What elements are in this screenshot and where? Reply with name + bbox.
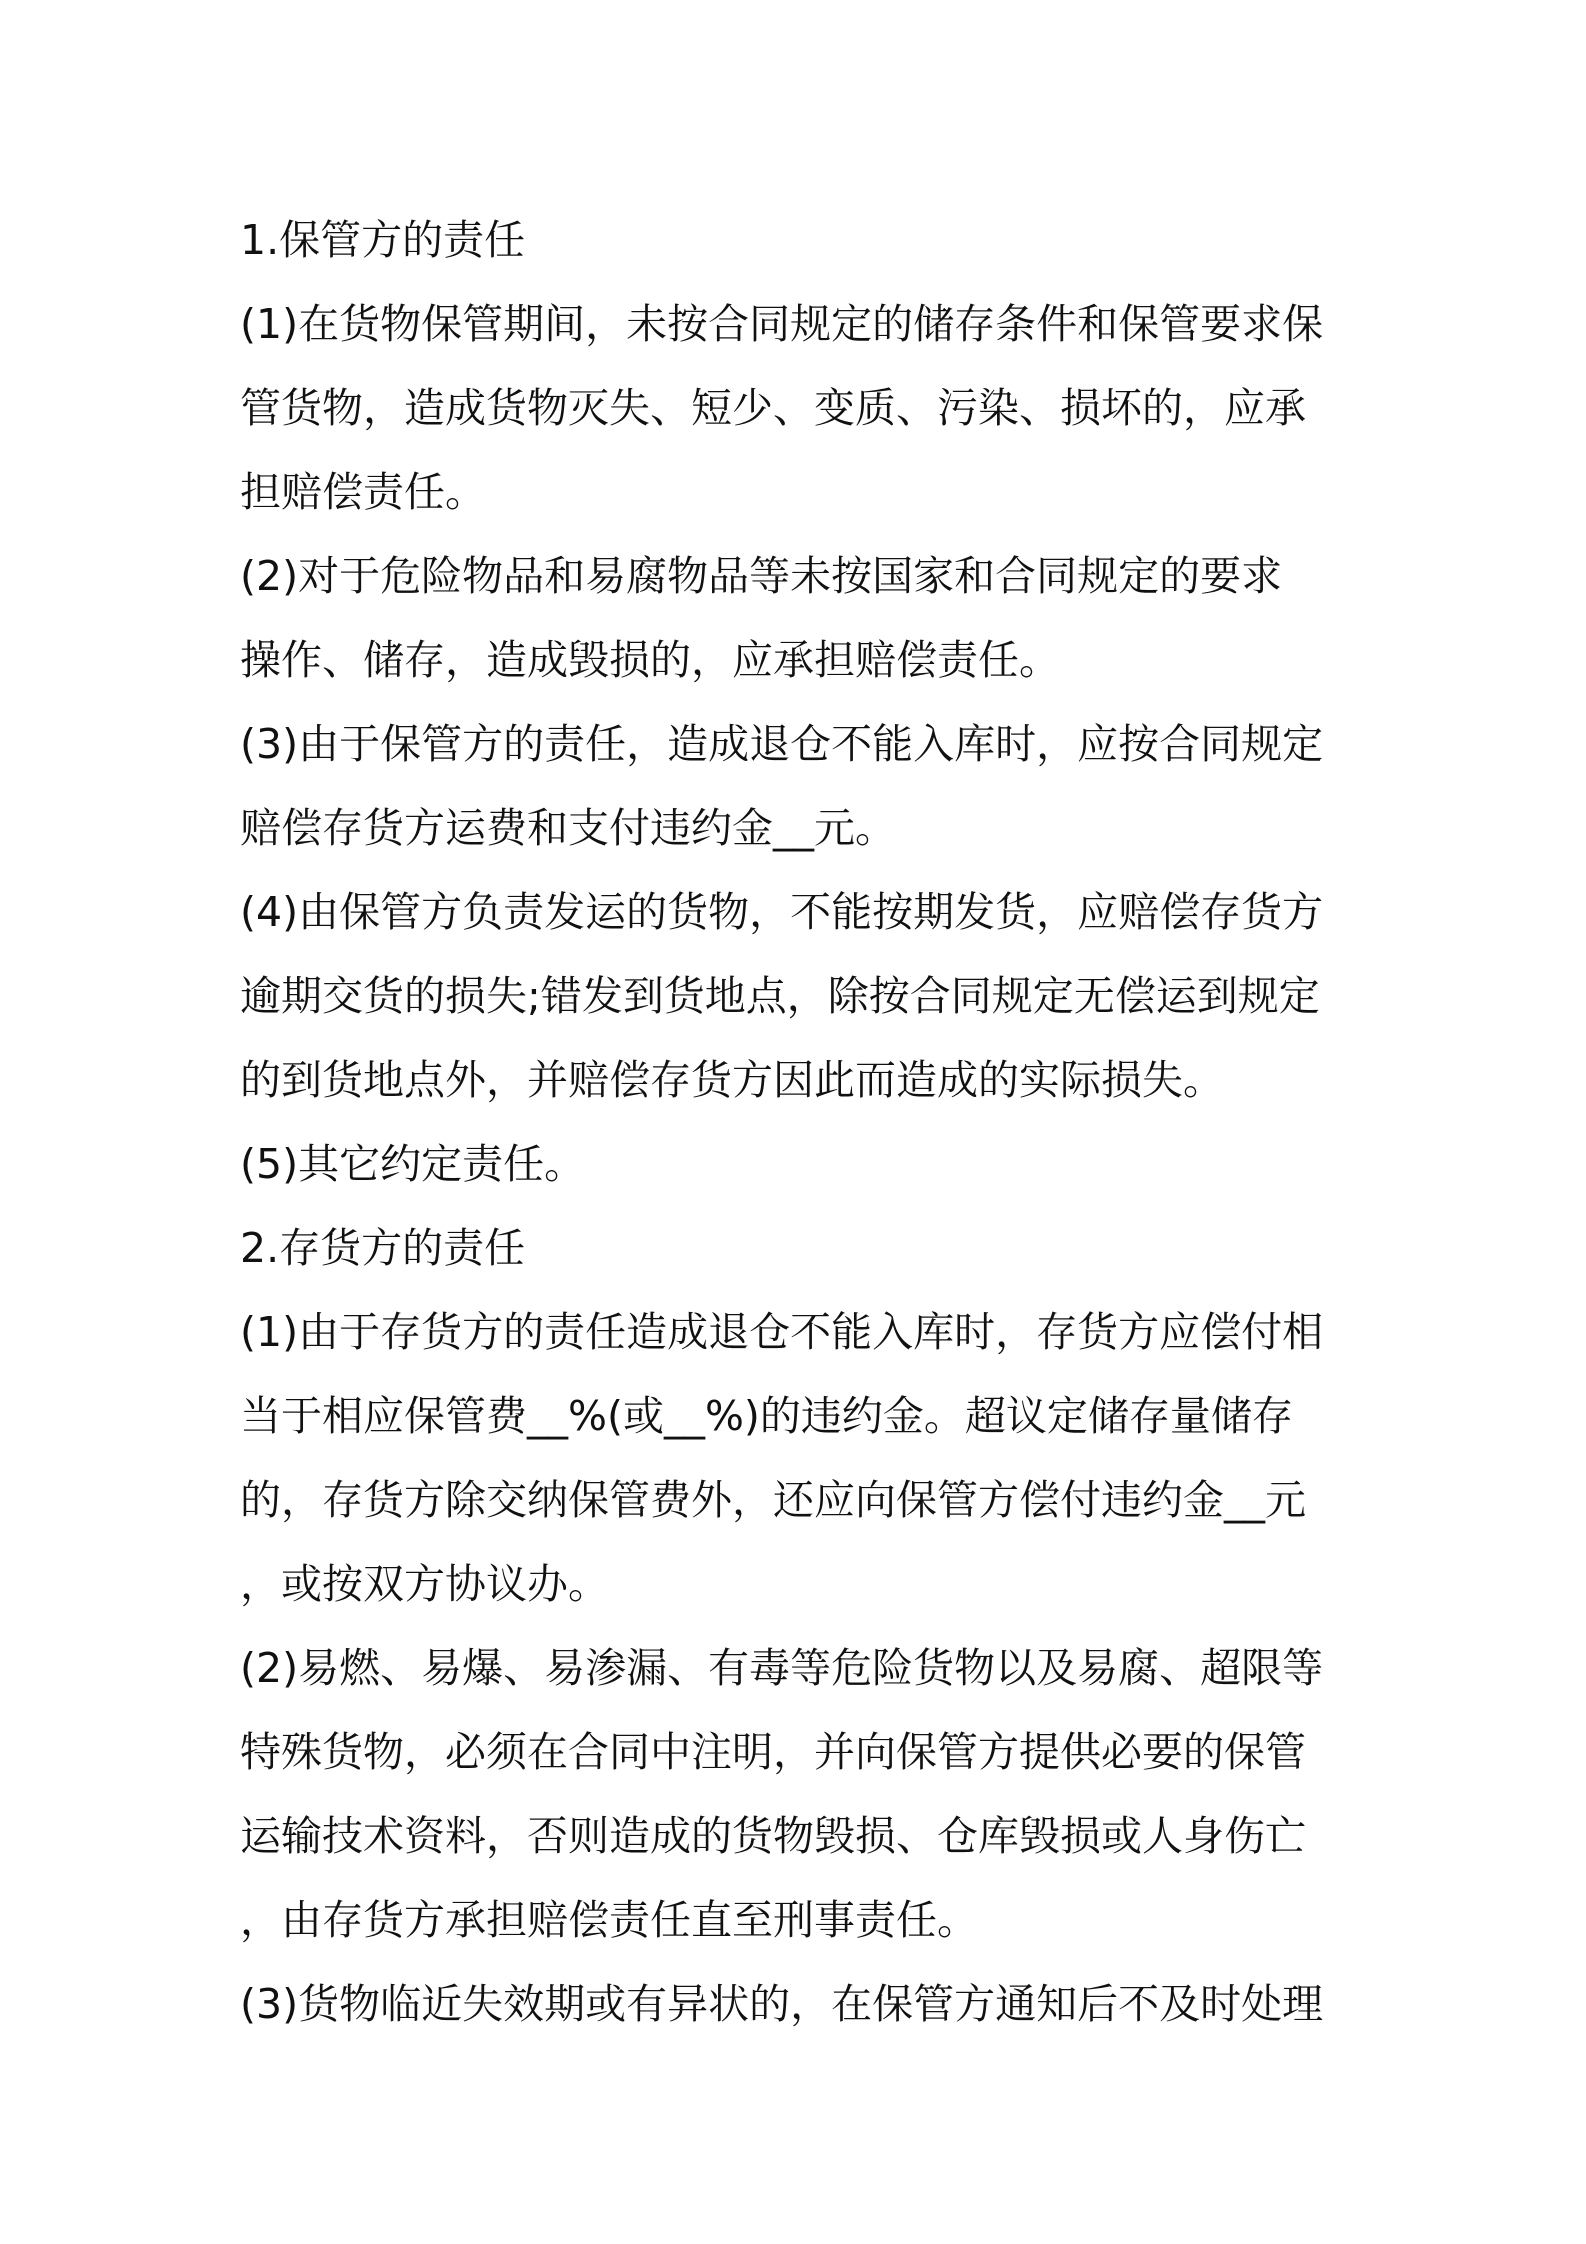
paragraph-line: 担赔偿责任。	[240, 468, 486, 516]
paragraph-line: ，或按双方协议办。	[240, 1560, 609, 1608]
paragraph-line: 管货物，造成货物灭失、短少、变质、污染、损坏的，应承	[240, 384, 1306, 432]
paragraph-line: 运输技术资料，否则造成的货物毁损、仓库毁损或人身伤亡	[240, 1812, 1306, 1860]
paragraph-line: (5)其它约定责任。	[240, 1140, 586, 1188]
paragraph-line: 逾期交货的损失;错发到货地点，除按合同规定无偿运到规定	[240, 972, 1320, 1020]
paragraph-line: 操作、储存，造成毁损的，应承担赔偿责任。	[240, 636, 1060, 684]
paragraph-line: (1)在货物保管期间，未按合同规定的储存条件和保管要求保	[240, 300, 1324, 348]
document-body	[240, 198, 1360, 2046]
paragraph-line: (2)易燃、易爆、易渗漏、有毒等危险货物以及易腐、超限等	[240, 1644, 1324, 1692]
paragraph-line: 的到货地点外，并赔偿存货方因此而造成的实际损失。	[240, 1056, 1224, 1104]
section-heading-depositor: 2.存货方的责任	[240, 1224, 526, 1272]
paragraph-line: 的，存货方除交纳保管费外，还应向保管方偿付违约金__元	[240, 1476, 1306, 1524]
paragraph-line: (3)货物临近失效期或有异状的，在保管方通知后不及时处理	[240, 1980, 1324, 2028]
paragraph-line: 当于相应保管费__%(或__%)的违约金。超议定储存量储存	[240, 1392, 1293, 1440]
section-heading-custodian: 1.保管方的责任	[240, 216, 526, 264]
paragraph-line: (3)由于保管方的责任，造成退仓不能入库时，应按合同规定	[240, 720, 1324, 768]
paragraph-line: (1)由于存货方的责任造成退仓不能入库时，存货方应偿付相	[240, 1308, 1324, 1356]
paragraph-line: 特殊货物，必须在合同中注明，并向保管方提供必要的保管	[240, 1728, 1306, 1776]
paragraph-line: (4)由保管方负责发运的货物，不能按期发货，应赔偿存货方	[240, 888, 1324, 936]
paragraph-line: (2)对于危险物品和易腐物品等未按国家和合同规定的要求	[240, 552, 1283, 600]
paragraph-line: 赔偿存货方运费和支付违约金__元。	[240, 804, 896, 852]
paragraph-line: ，由存货方承担赔偿责任直至刑事责任。	[240, 1896, 978, 1944]
